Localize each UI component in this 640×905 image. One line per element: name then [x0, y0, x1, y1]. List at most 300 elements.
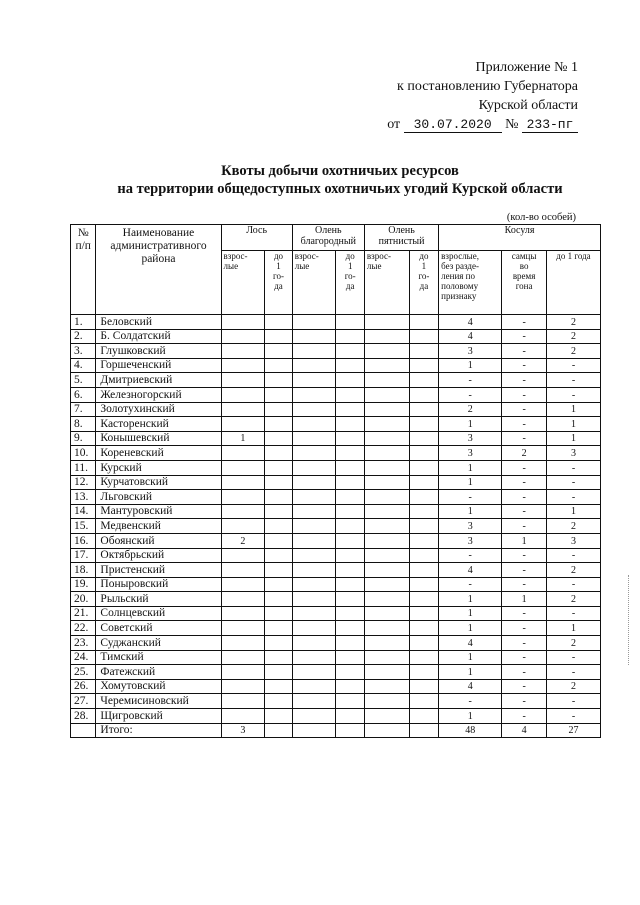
red-deer-under1-cell — [336, 402, 364, 417]
elk-adults-cell — [221, 460, 265, 475]
table-row — [71, 446, 601, 461]
roe-under1-cell: - — [546, 490, 600, 505]
roe-males-cell: - — [502, 431, 547, 446]
roe-adults-cell: 1 — [439, 621, 502, 636]
roe-adults-cell: 4 — [439, 329, 502, 344]
units-note: (кол-во особей) — [506, 212, 576, 223]
row-number-cell: 22. — [71, 621, 96, 636]
roe-under1-cell: - — [546, 606, 600, 621]
red-deer-adults-cell — [292, 709, 336, 724]
roe-under1-cell: 3 — [546, 446, 600, 461]
sika-deer-under1-cell — [409, 315, 439, 330]
roe-males-cell: - — [502, 563, 547, 578]
roe-adults-cell: 2 — [439, 402, 502, 417]
red-deer-adults-cell — [292, 315, 336, 330]
elk-under1-cell — [265, 344, 292, 359]
roe-adults-cell: 1 — [439, 417, 502, 432]
roe-males-cell: - — [502, 636, 547, 651]
red-deer-adults-cell — [292, 592, 336, 607]
red-deer-adults-cell — [292, 679, 336, 694]
row-number-cell: 6. — [71, 387, 96, 402]
table-row — [71, 329, 601, 344]
red-deer-adults-cell — [292, 606, 336, 621]
red-deer-adults-cell — [292, 650, 336, 665]
sika-deer-under1-cell — [409, 709, 439, 724]
roe-males-cell: - — [502, 548, 547, 563]
red-deer-under1-cell — [336, 490, 364, 505]
header-sika-deer-under1: до 1 го- да — [409, 251, 439, 315]
total-row — [71, 723, 601, 738]
roe-adults-cell: 1 — [439, 475, 502, 490]
table-row — [71, 577, 601, 592]
district-name-cell: Кореневский — [96, 446, 221, 461]
appendix-decree: к постановлению Губернатора — [397, 79, 578, 94]
roe-under1-cell: 1 — [546, 417, 600, 432]
elk-under1-cell — [265, 636, 292, 651]
roe-males-cell: - — [502, 387, 547, 402]
roe-adults-cell: 1 — [439, 504, 502, 519]
sika-deer-adults-cell — [364, 636, 409, 651]
table-row — [71, 490, 601, 505]
sika-deer-adults-cell — [364, 431, 409, 446]
sika-deer-adults-cell — [364, 519, 409, 534]
sika-deer-adults-cell — [364, 548, 409, 563]
row-number-cell: 23. — [71, 636, 96, 651]
roe-males-cell: - — [502, 679, 547, 694]
district-name-cell: Льговский — [96, 490, 221, 505]
sika-deer-adults-cell — [364, 665, 409, 680]
elk-adults-cell — [221, 694, 265, 709]
sika-deer-adults-cell — [364, 592, 409, 607]
red-deer-under1-cell — [336, 563, 364, 578]
roe-males-cell: - — [502, 315, 547, 330]
red-deer-adults-cell — [292, 548, 336, 563]
red-deer-under1-cell — [336, 694, 364, 709]
roe-under1-cell: - — [546, 475, 600, 490]
roe-under1-cell: 1 — [546, 402, 600, 417]
roe-males-cell: - — [502, 460, 547, 475]
elk-under1-cell — [265, 519, 292, 534]
elk-adults-cell — [221, 446, 265, 461]
roe-males-cell: - — [502, 519, 547, 534]
elk-adults-cell — [221, 709, 265, 724]
sika-deer-under1-cell — [409, 460, 439, 475]
red-deer-adults-cell — [292, 490, 336, 505]
elk-under1-cell — [265, 373, 292, 388]
row-number-cell: 12. — [71, 475, 96, 490]
elk-adults-cell — [221, 650, 265, 665]
elk-adults-cell — [221, 358, 265, 373]
red-deer-under1-cell — [336, 665, 364, 680]
district-name-cell: Фатежский — [96, 665, 221, 680]
sika-deer-under1-cell — [409, 475, 439, 490]
table-row — [71, 592, 601, 607]
district-name-cell: Горшеченский — [96, 358, 221, 373]
elk-adults-cell — [221, 490, 265, 505]
sika-deer-under1-cell — [409, 650, 439, 665]
red-deer-under1-cell — [336, 417, 364, 432]
sika-deer-adults-cell — [364, 504, 409, 519]
roe-under1-cell: - — [546, 387, 600, 402]
table-row — [71, 679, 601, 694]
header-roe-deer: Косуля — [439, 225, 601, 251]
elk-under1-cell — [265, 577, 292, 592]
roe-under1-cell: - — [546, 577, 600, 592]
district-name-cell: Хомутовский — [96, 679, 221, 694]
elk-adults-cell — [221, 329, 265, 344]
roe-adults-cell: - — [439, 490, 502, 505]
row-number-cell: 27. — [71, 694, 96, 709]
district-name-cell: Железногорский — [96, 387, 221, 402]
roe-males-cell: 2 — [502, 446, 547, 461]
elk-under1-cell — [265, 650, 292, 665]
roe-under1-cell: 2 — [546, 315, 600, 330]
red-deer-under1-cell — [336, 592, 364, 607]
red-deer-under1-cell — [336, 329, 364, 344]
elk-under1-cell — [265, 709, 292, 724]
sika-deer-adults-cell — [364, 475, 409, 490]
table-row — [71, 373, 601, 388]
roe-under1-cell: - — [546, 665, 600, 680]
elk-adults-cell — [221, 592, 265, 607]
roe-males-cell: - — [502, 329, 547, 344]
red-deer-adults-cell — [292, 504, 336, 519]
elk-adults-cell: 1 — [221, 431, 265, 446]
sika-deer-under1-cell — [409, 694, 439, 709]
elk-adults-cell — [221, 679, 265, 694]
roe-adults-cell: 3 — [439, 431, 502, 446]
sika-deer-under1-cell — [409, 519, 439, 534]
elk-under1-cell — [265, 665, 292, 680]
elk-adults-cell — [221, 504, 265, 519]
row-number-cell: 4. — [71, 358, 96, 373]
district-name-cell: Б. Солдатский — [96, 329, 221, 344]
district-name-cell: Дмитриевский — [96, 373, 221, 388]
sika-deer-under1-cell — [409, 446, 439, 461]
district-name-cell: Касторенский — [96, 417, 221, 432]
red-deer-under1-cell — [336, 504, 364, 519]
title-line-2: на территории общедоступных охотничьих угодий Курской области — [117, 181, 563, 197]
sika-deer-adults-cell — [364, 344, 409, 359]
roe-adults-cell: 3 — [439, 533, 502, 548]
red-deer-under1-cell — [336, 709, 364, 724]
header-roe-adults: взрослые, без разде- ления по половому признаку — [439, 251, 502, 315]
elk-adults-cell — [221, 621, 265, 636]
header-red-deer-under1: до 1 го- да — [336, 251, 364, 315]
red-deer-under1-cell — [336, 723, 364, 738]
table-row — [71, 417, 601, 432]
elk-adults-cell — [221, 519, 265, 534]
sika-deer-adults-cell — [364, 679, 409, 694]
row-number-cell: 5. — [71, 373, 96, 388]
table-row — [71, 315, 601, 330]
sika-deer-adults-cell — [364, 694, 409, 709]
roe-males-cell: - — [502, 694, 547, 709]
table-row — [71, 431, 601, 446]
row-number-cell: 17. — [71, 548, 96, 563]
roe-adults-cell: 4 — [439, 636, 502, 651]
roe-males-cell: - — [502, 709, 547, 724]
red-deer-under1-cell — [336, 431, 364, 446]
red-deer-under1-cell — [336, 460, 364, 475]
roe-adults-cell: 3 — [439, 344, 502, 359]
elk-under1-cell — [265, 402, 292, 417]
red-deer-adults-cell — [292, 431, 336, 446]
row-number-cell: 24. — [71, 650, 96, 665]
roe-males-cell: - — [502, 665, 547, 680]
table-row — [71, 665, 601, 680]
header-sika-deer: Олень пятнистый — [364, 225, 438, 251]
roe-adults-cell: 3 — [439, 519, 502, 534]
elk-adults-cell — [221, 665, 265, 680]
sika-deer-adults-cell — [364, 709, 409, 724]
roe-under1-cell: 2 — [546, 519, 600, 534]
row-number-cell: 13. — [71, 490, 96, 505]
roe-adults-cell: - — [439, 577, 502, 592]
elk-adults-cell — [221, 636, 265, 651]
roe-males-cell: 1 — [502, 533, 547, 548]
elk-under1-cell — [265, 329, 292, 344]
sika-deer-adults-cell — [364, 329, 409, 344]
elk-under1-cell — [265, 504, 292, 519]
quota-table — [70, 224, 601, 738]
elk-adults-cell: 3 — [221, 723, 265, 738]
row-number-cell: 16. — [71, 533, 96, 548]
district-name-cell: Рыльский — [96, 592, 221, 607]
row-number-cell: 8. — [71, 417, 96, 432]
district-name-cell: Пристенский — [96, 563, 221, 578]
sika-deer-under1-cell — [409, 621, 439, 636]
document-title — [60, 162, 620, 198]
table-row — [71, 358, 601, 373]
roe-under1-cell: 3 — [546, 533, 600, 548]
red-deer-adults-cell — [292, 344, 336, 359]
elk-under1-cell — [265, 417, 292, 432]
sika-deer-adults-cell — [364, 621, 409, 636]
sika-deer-under1-cell — [409, 387, 439, 402]
red-deer-under1-cell — [336, 679, 364, 694]
sika-deer-adults-cell — [364, 460, 409, 475]
roe-adults-cell: - — [439, 694, 502, 709]
sika-deer-under1-cell — [409, 606, 439, 621]
elk-adults-cell — [221, 344, 265, 359]
sika-deer-under1-cell — [409, 490, 439, 505]
district-name-cell: Советский — [96, 621, 221, 636]
roe-under1-cell: - — [546, 548, 600, 563]
sika-deer-under1-cell — [409, 679, 439, 694]
red-deer-under1-cell — [336, 533, 364, 548]
roe-males-cell: - — [502, 373, 547, 388]
roe-under1-cell: 2 — [546, 563, 600, 578]
row-number-cell: 2. — [71, 329, 96, 344]
red-deer-adults-cell — [292, 723, 336, 738]
red-deer-under1-cell — [336, 650, 364, 665]
elk-under1-cell — [265, 563, 292, 578]
header-elk-adults: взрос- лые — [221, 251, 265, 315]
roe-under1-cell: 1 — [546, 504, 600, 519]
elk-adults-cell — [221, 402, 265, 417]
district-name-cell: Медвенский — [96, 519, 221, 534]
roe-adults-cell: 1 — [439, 460, 502, 475]
table-row — [71, 548, 601, 563]
row-number-cell: 26. — [71, 679, 96, 694]
roe-males-cell: - — [502, 402, 547, 417]
table-row — [71, 402, 601, 417]
red-deer-adults-cell — [292, 563, 336, 578]
roe-adults-cell: 1 — [439, 709, 502, 724]
elk-adults-cell: 2 — [221, 533, 265, 548]
row-number-cell: 19. — [71, 577, 96, 592]
roe-males-cell: - — [502, 650, 547, 665]
elk-under1-cell — [265, 694, 292, 709]
sika-deer-under1-cell — [409, 344, 439, 359]
decree-date: 30.07.2020 — [404, 117, 502, 133]
table-row — [71, 636, 601, 651]
sika-deer-adults-cell — [364, 358, 409, 373]
roe-under1-cell: - — [546, 373, 600, 388]
district-name-cell: Золотухинский — [96, 402, 221, 417]
roe-males-cell: 1 — [502, 592, 547, 607]
district-name-cell: Октябрьский — [96, 548, 221, 563]
red-deer-under1-cell — [336, 446, 364, 461]
red-deer-adults-cell — [292, 373, 336, 388]
district-name-cell: Мантуровский — [96, 504, 221, 519]
roe-under1-cell: - — [546, 358, 600, 373]
roe-males-cell: - — [502, 621, 547, 636]
sika-deer-under1-cell — [409, 431, 439, 446]
sika-deer-under1-cell — [409, 636, 439, 651]
roe-males-cell: - — [502, 577, 547, 592]
elk-adults-cell — [221, 387, 265, 402]
roe-adults-cell: 1 — [439, 606, 502, 621]
sika-deer-adults-cell — [364, 563, 409, 578]
elk-under1-cell — [265, 431, 292, 446]
sika-deer-under1-cell — [409, 665, 439, 680]
row-number-cell: 3. — [71, 344, 96, 359]
table-row — [71, 621, 601, 636]
roe-under1-cell: - — [546, 460, 600, 475]
roe-males-cell: - — [502, 358, 547, 373]
sika-deer-adults-cell — [364, 650, 409, 665]
elk-adults-cell — [221, 315, 265, 330]
row-number-cell: 14. — [71, 504, 96, 519]
elk-adults-cell — [221, 563, 265, 578]
elk-under1-cell — [265, 592, 292, 607]
district-name-cell: Курский — [96, 460, 221, 475]
table-row — [71, 344, 601, 359]
red-deer-adults-cell — [292, 358, 336, 373]
elk-under1-cell — [265, 533, 292, 548]
sika-deer-under1-cell — [409, 592, 439, 607]
elk-under1-cell — [265, 387, 292, 402]
red-deer-under1-cell — [336, 636, 364, 651]
appendix-title: Приложение № 1 — [475, 60, 578, 75]
roe-males-cell: - — [502, 504, 547, 519]
from-label: от — [387, 117, 401, 132]
appendix-date-number — [387, 115, 578, 134]
district-name-cell: Беловский — [96, 315, 221, 330]
sika-deer-adults-cell — [364, 387, 409, 402]
roe-under1-cell: 2 — [546, 329, 600, 344]
red-deer-under1-cell — [336, 315, 364, 330]
sika-deer-adults-cell — [364, 490, 409, 505]
sika-deer-under1-cell — [409, 402, 439, 417]
district-name-cell: Глушковский — [96, 344, 221, 359]
elk-under1-cell — [265, 548, 292, 563]
red-deer-adults-cell — [292, 446, 336, 461]
elk-under1-cell — [265, 621, 292, 636]
decree-number: 233-пг — [522, 117, 578, 133]
roe-adults-cell: - — [439, 387, 502, 402]
sika-deer-under1-cell — [409, 723, 439, 738]
sika-deer-under1-cell — [409, 533, 439, 548]
sika-deer-adults-cell — [364, 446, 409, 461]
elk-under1-cell — [265, 490, 292, 505]
roe-adults-cell: 1 — [439, 592, 502, 607]
table-row — [71, 709, 601, 724]
row-number-cell: 10. — [71, 446, 96, 461]
elk-under1-cell — [265, 446, 292, 461]
district-name-cell: Конышевский — [96, 431, 221, 446]
header-red-deer: Олень благородный — [292, 225, 364, 251]
roe-under1-cell: 2 — [546, 636, 600, 651]
elk-adults-cell — [221, 475, 265, 490]
roe-adults-cell: 1 — [439, 650, 502, 665]
sika-deer-under1-cell — [409, 548, 439, 563]
sika-deer-under1-cell — [409, 358, 439, 373]
header-elk: Лось — [221, 225, 292, 251]
roe-males-cell: - — [502, 606, 547, 621]
table-row — [71, 533, 601, 548]
elk-adults-cell — [221, 373, 265, 388]
row-number-cell: 9. — [71, 431, 96, 446]
district-name-cell: Суджанский — [96, 636, 221, 651]
sika-deer-adults-cell — [364, 417, 409, 432]
red-deer-under1-cell — [336, 358, 364, 373]
table-row — [71, 519, 601, 534]
red-deer-under1-cell — [336, 475, 364, 490]
elk-adults-cell — [221, 548, 265, 563]
red-deer-under1-cell — [336, 519, 364, 534]
roe-adults-cell: - — [439, 548, 502, 563]
district-name-cell: Черемисиновский — [96, 694, 221, 709]
table-row — [71, 563, 601, 578]
row-number-cell: 20. — [71, 592, 96, 607]
table-row — [71, 504, 601, 519]
red-deer-adults-cell — [292, 475, 336, 490]
roe-males-cell: - — [502, 344, 547, 359]
sika-deer-under1-cell — [409, 504, 439, 519]
roe-under1-cell: 2 — [546, 344, 600, 359]
red-deer-adults-cell — [292, 329, 336, 344]
red-deer-adults-cell — [292, 387, 336, 402]
row-number-cell: 18. — [71, 563, 96, 578]
district-name-cell: Щигровский — [96, 709, 221, 724]
red-deer-adults-cell — [292, 636, 336, 651]
roe-adults-cell: 48 — [439, 723, 502, 738]
roe-adults-cell: 4 — [439, 563, 502, 578]
red-deer-adults-cell — [292, 694, 336, 709]
quota-table-body — [71, 315, 601, 738]
red-deer-under1-cell — [336, 606, 364, 621]
roe-males-cell: 4 — [502, 723, 547, 738]
header-roe-under1: до 1 года — [546, 251, 600, 315]
district-name-cell: Курчатовский — [96, 475, 221, 490]
table-row — [71, 387, 601, 402]
roe-under1-cell: 2 — [546, 592, 600, 607]
red-deer-under1-cell — [336, 621, 364, 636]
red-deer-adults-cell — [292, 417, 336, 432]
